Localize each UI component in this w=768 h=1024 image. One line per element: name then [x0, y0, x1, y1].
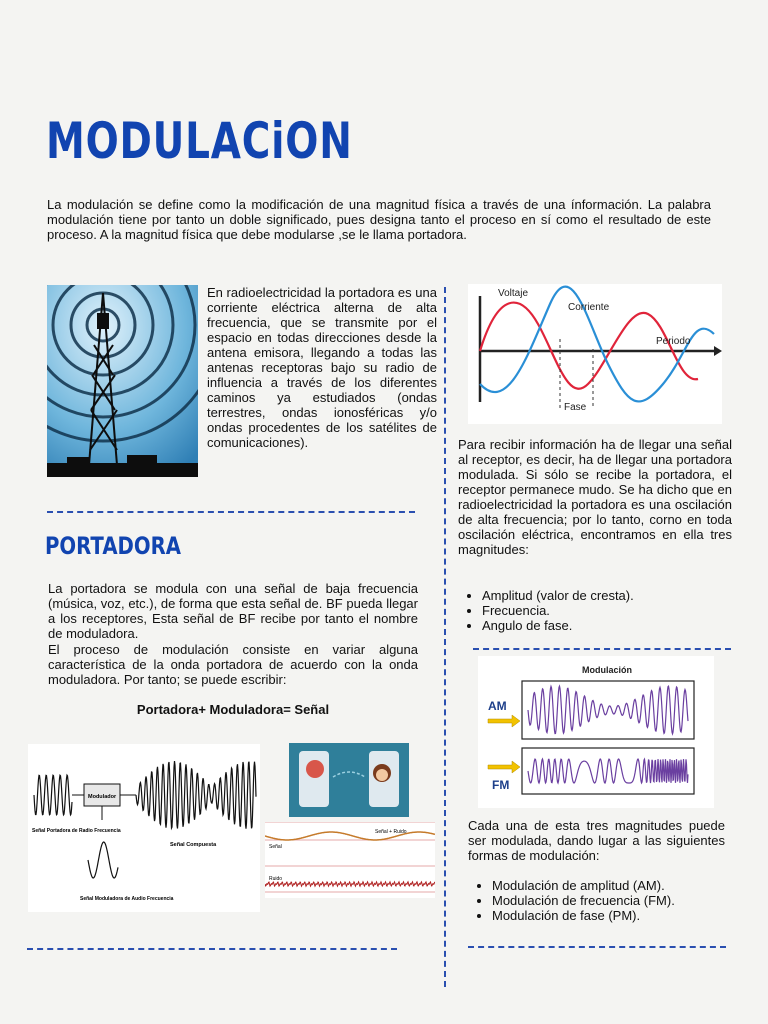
- modulacion-label: Modulación: [582, 665, 632, 675]
- right-divider-2: [468, 946, 726, 948]
- corriente-label: Corriente: [568, 302, 610, 313]
- portadora-paragraph-1: La portadora se modula con una señal de baja frecuencia (música, voz, etc.), de forma que esta señal de. BF pueda llegar a los receptores, Esta señal de BF recibe por tanto el nombre de moduladora.: [48, 581, 418, 641]
- portadora-paragraph-2: El proceso de modulación consiste en variar alguna característica de la onda portadora de acuerdo con la onda moduladora. Por tanto; se puede escribir:: [48, 642, 418, 687]
- antenna-illustration: [47, 285, 198, 477]
- cada-paragraph: Cada una de esta tres magnitudes puede ser modulada, dando lugar a las siguientes formas de modulación:: [468, 818, 725, 863]
- periodo-label: Periodo: [656, 336, 691, 347]
- fase-label: Fase: [564, 402, 587, 413]
- senal-ruido-label: Señal + Ruido: [375, 829, 407, 835]
- portadora-label: Señal Portadora de Radio Frecuencia: [32, 828, 121, 834]
- compuesta-label: Señal Compuesta: [170, 842, 217, 848]
- noise-graph: [265, 822, 435, 898]
- left-divider-2: [27, 948, 397, 950]
- fm-label: FM: [492, 778, 510, 792]
- portadora-heading: PORTADORA: [45, 532, 182, 560]
- list-item: • Angulo de fase.: [482, 618, 752, 633]
- list-item: • Frecuencia.: [482, 603, 752, 618]
- phase-graph: [468, 284, 722, 424]
- radio-paragraph: En radioelectricidad la portadora es una corriente eléctrica alterna de alta frecuencia, que se transmite por el espacio en todas direcciones desde la antena emisora, llegando a todas las antenas receptoras bajo su radio de influencia a través de los diferentes caminos ya estudiados (ondas terrestres, ondas ionosféricas y/o ondas procedentes de los satélites de comunicaciones).: [207, 285, 437, 450]
- modulador-label: Modulador: [88, 794, 117, 800]
- communication-illustration: [289, 743, 409, 817]
- voltaje-label: Voltaje: [498, 288, 529, 299]
- formas-list: [470, 878, 752, 923]
- page-title: MODULACiON: [46, 112, 353, 170]
- right-divider-1: [473, 648, 731, 650]
- senal-label: Señal: [269, 844, 282, 850]
- am-fm-diagram: [478, 656, 714, 808]
- am-label: AM: [488, 699, 507, 713]
- modulator-diagram: [28, 744, 260, 912]
- formula: Portadora+ Moduladora= Señal: [136, 702, 330, 717]
- list-item: • Modulación de frecuencia (FM).: [492, 893, 752, 908]
- center-divider: [444, 287, 446, 987]
- ruido-label: Ruido: [269, 876, 283, 882]
- left-divider-1: [47, 511, 415, 513]
- magnitudes-list: [460, 588, 752, 633]
- moduladora-label: Señal Moduladora de Audio Frecuencia: [80, 896, 174, 902]
- list-item: • Modulación de amplitud (AM).: [492, 878, 752, 893]
- intro-paragraph: La modulación se define como la modificación de una magnitud física a través de una ínformación. La palabra modulación tiene por tanto un doble significado, pues designa tanto el proceso en sí como el resultado de este proceso. A la magnitud física que debe modularse ,se le llama portadora.: [47, 197, 711, 242]
- receptor-paragraph: Para recibir información ha de llegar una señal al receptor, es decir, ha de llegar una portadora modulada. Si sólo se recibe la portadora, el receptor permanece mudo. Se ha dicho que en radioelectricidad la portadora es una oscilación de alta frecuencia; por lo tanto, corno en toda oscilación eléctrica, encontramos en ella tres magnitudes:: [458, 437, 732, 557]
- list-item: • Amplitud (valor de cresta).: [482, 588, 752, 603]
- list-item: • Modulación de fase (PM).: [492, 908, 752, 923]
